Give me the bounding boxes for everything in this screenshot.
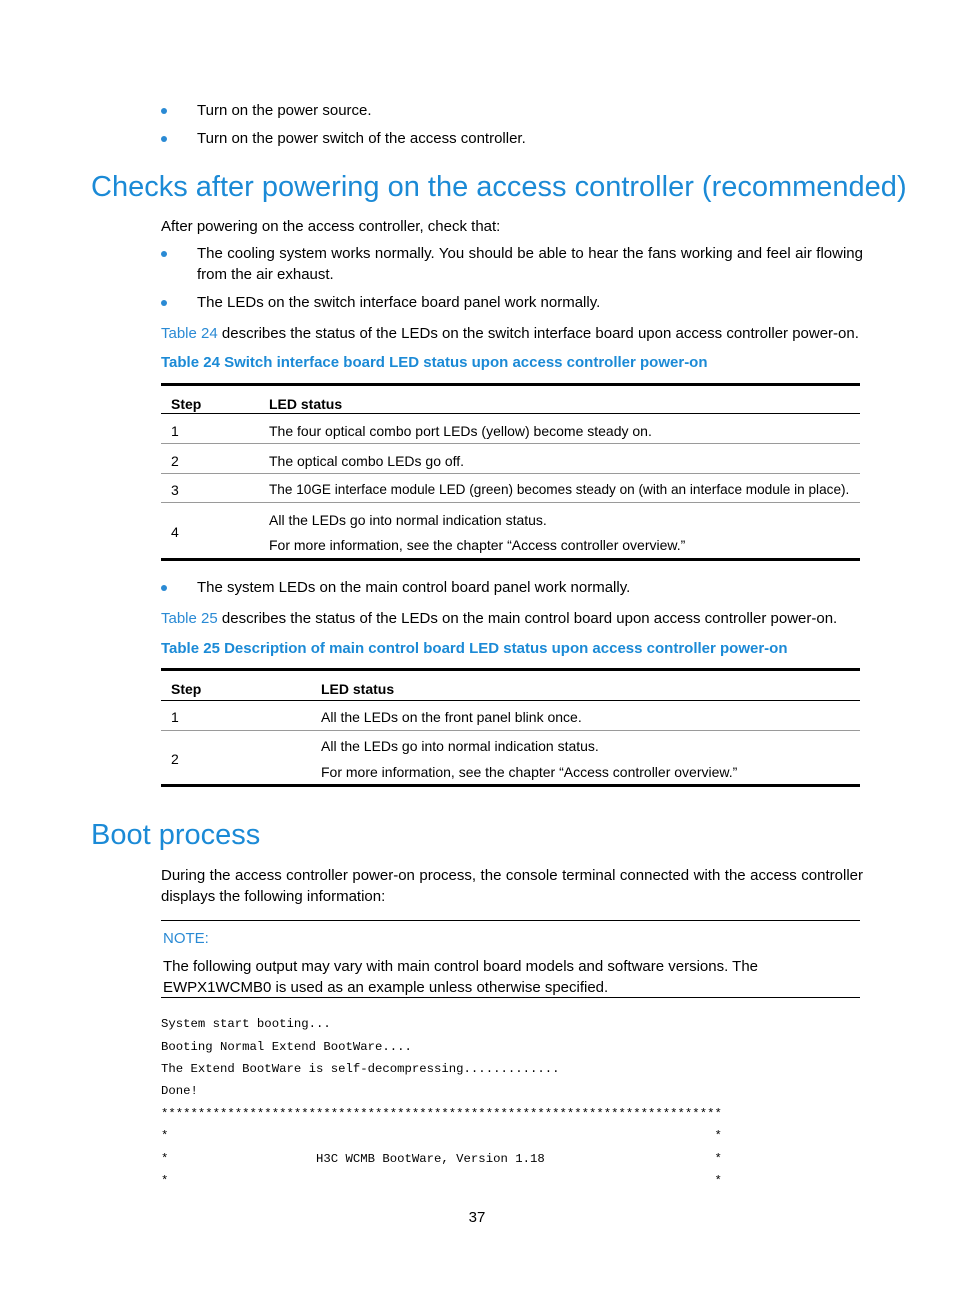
led-status-cell-note: For more information, see the chapter “Access controller overview.” [269, 537, 686, 553]
table-25-link[interactable]: Table 25 [161, 610, 218, 627]
step-cell: 1 [171, 423, 179, 439]
led-status-cell-note: For more information, see the chapter “Access controller overview.” [321, 764, 738, 780]
bullet-dot [161, 108, 167, 114]
column-header-led-status: LED status [321, 681, 395, 697]
section-heading: Checks after powering on the access controller (recommended) [91, 171, 907, 203]
console-line: * * [161, 1129, 722, 1143]
column-header-step: Step [171, 396, 202, 412]
row-divider [161, 502, 860, 503]
note-bottom-rule [161, 997, 860, 998]
row-divider [161, 443, 860, 444]
bullet-dot [161, 251, 167, 257]
led-status-cell: The optical combo LEDs go off. [269, 453, 465, 469]
paragraph-text: describes the status of the LEDs on the switch interface board upon access controller power-on. [217, 325, 859, 342]
led-status-cell: All the LEDs go into normal indication status. [321, 738, 599, 754]
table-bottom-rule [161, 784, 860, 787]
led-status-cell: The four optical combo port LEDs (yellow) become steady on. [269, 423, 652, 439]
note-text: The following output may vary with main control board models and software versions. The EWPX1WCMB0 is used as an example unless otherwise specified. [163, 958, 759, 996]
table-reference-paragraph [161, 323, 859, 344]
table-25-caption: Table 25 Description of main control board LED status upon access controller power-on [161, 640, 788, 657]
header-rule [161, 700, 860, 701]
bullet-dot [161, 136, 167, 142]
table-bottom-rule [161, 558, 860, 561]
led-status-cell: All the LEDs on the front panel blink once. [321, 709, 582, 725]
led-status-cell: All the LEDs go into normal indication status. [269, 512, 547, 528]
step-cell: 1 [171, 709, 179, 725]
step-cell: 2 [171, 453, 179, 469]
column-header-step: Step [171, 681, 202, 697]
console-line: System start booting... [161, 1017, 331, 1031]
list-item: Turn on the power source. [197, 102, 372, 119]
table-reference-paragraph [161, 608, 837, 629]
note-top-rule [161, 920, 860, 921]
led-status-cell: The 10GE interface module LED (green) becomes steady on (with an interface module in place). [269, 482, 850, 497]
paragraph-text: describes the status of the LEDs on the main control board upon access controller power-on. [217, 610, 838, 627]
row-divider [161, 473, 860, 474]
page-number: 37 [468, 1209, 486, 1226]
section-intro: During the access controller power-on process, the console terminal connected with the access controller displays the following information: [161, 867, 863, 905]
column-header-led-status: LED status [269, 396, 343, 412]
list-item: The system LEDs on the main control board panel work normally. [197, 579, 631, 596]
step-cell: 2 [171, 751, 179, 767]
table-24-link[interactable]: Table 24 [161, 325, 218, 342]
step-cell: 4 [171, 524, 179, 540]
header-rule [161, 413, 860, 414]
list-item: Turn on the power switch of the access controller. [197, 130, 526, 147]
step-cell: 3 [171, 482, 179, 498]
bullet-dot [161, 585, 167, 591]
console-line: Booting Normal Extend BootWare.... [161, 1040, 412, 1054]
section-heading: Boot process [91, 819, 261, 851]
console-line: The Extend BootWare is self-decompressing............. [161, 1062, 560, 1076]
bullet-dot [161, 300, 167, 306]
console-line: * * [161, 1174, 722, 1188]
note-label: NOTE: [163, 930, 209, 947]
console-line: **************************************************************************** [161, 1107, 722, 1121]
section-intro: After powering on the access controller, check that: [161, 218, 501, 235]
console-line: Done! [161, 1084, 198, 1098]
table-24-caption: Table 24 Switch interface board LED status upon access controller power-on [161, 354, 708, 371]
table-top-rule [161, 383, 860, 386]
console-line: * H3C WCMB BootWare, Version 1.18 * [161, 1152, 722, 1166]
list-item: The cooling system works normally. You should be able to hear the fans working and feel air flowing from the air exhaust. [197, 245, 863, 283]
row-divider [161, 730, 860, 731]
table-top-rule [161, 668, 860, 671]
list-item: The LEDs on the switch interface board panel work normally. [197, 294, 601, 311]
